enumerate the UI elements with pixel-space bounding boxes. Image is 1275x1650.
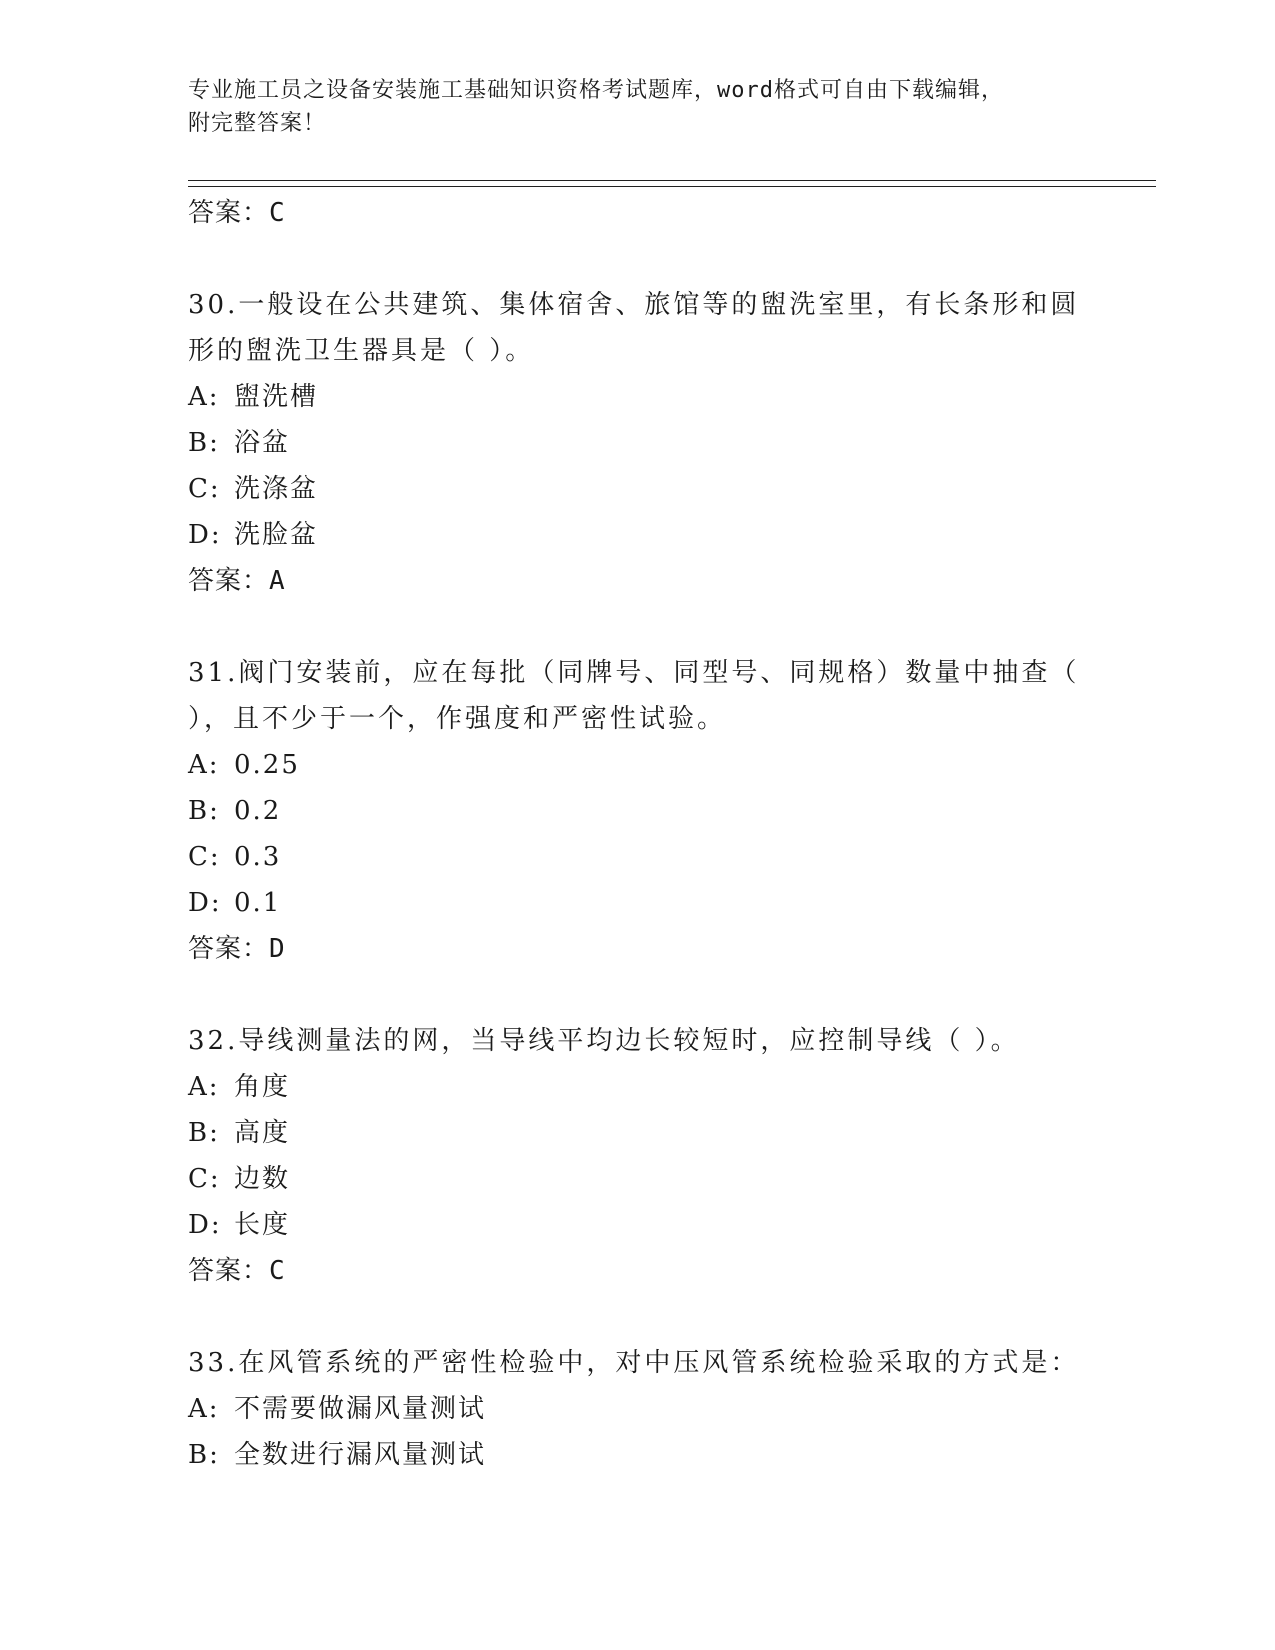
option-text: 洗涤盆: [234, 474, 319, 504]
option-letter: C:: [188, 1164, 221, 1194]
question-stem-line: ），且不少于一个，作强度和严密性试验。: [188, 704, 727, 734]
option-letter: B:: [188, 1440, 220, 1470]
option-letter: B:: [188, 428, 220, 458]
question-30: [188, 282, 1088, 604]
header-line-2: 附完整答案！: [188, 111, 327, 136]
option-text: 盥洗槽: [234, 382, 319, 412]
answer-line: 答案：C: [188, 198, 286, 228]
option-c: [188, 1156, 1088, 1202]
option-letter: A:: [188, 1072, 220, 1102]
option-b: [188, 1432, 1088, 1478]
option-text: 边数: [234, 1164, 291, 1194]
option-a: [188, 374, 1088, 420]
option-text: 洗脸盆: [234, 520, 319, 550]
answer-line: 答案：D: [188, 934, 286, 964]
option-text: 浴盆: [234, 428, 291, 458]
option-b: [188, 420, 1088, 466]
document-body: [188, 190, 1088, 1478]
option-text: 0.2: [234, 796, 282, 826]
question-stem-line: 形的盥洗卫生器具是（ ）。: [188, 336, 535, 366]
option-b: [188, 788, 1088, 834]
option-text: 不需要做漏风量测试: [234, 1394, 487, 1424]
question-stem-line: 32.导线测量法的网，当导线平均边长较短时，应控制导线（ ）。: [188, 1026, 1020, 1056]
header-divider: [188, 180, 1156, 187]
option-letter: C:: [188, 474, 221, 504]
option-text: 0.1: [234, 888, 282, 918]
option-text: 高度: [234, 1118, 291, 1148]
option-a: [188, 1386, 1088, 1432]
header-line-1: 专业施工员之设备安装施工基础知识资格考试题库，word格式可自由下载编辑，: [188, 78, 1004, 103]
option-a: [188, 1064, 1088, 1110]
option-letter: A:: [188, 1394, 220, 1424]
option-text: 0.25: [234, 750, 300, 780]
question-stem: [188, 650, 1088, 742]
question-stem: [188, 282, 1088, 374]
option-letter: B:: [188, 796, 220, 826]
question-stem: [188, 1018, 1088, 1064]
question-32: [188, 1018, 1088, 1294]
option-d: [188, 1202, 1088, 1248]
document-header: [188, 74, 1088, 140]
option-text: 全数进行漏风量测试: [234, 1440, 487, 1470]
question-stem-line: 30.一般设在公共建筑、集体宿舍、旅馆等的盥洗室里，有长条形和圆: [188, 290, 1080, 320]
option-b: [188, 1110, 1088, 1156]
option-letter: D:: [188, 888, 222, 918]
option-c: [188, 834, 1088, 880]
answer-line: 答案：C: [188, 1256, 286, 1286]
question-31: [188, 650, 1088, 972]
question-stem-line: 33.在风管系统的严密性检验中，对中压风管系统检验采取的方式是：: [188, 1348, 1080, 1378]
option-c: [188, 466, 1088, 512]
option-letter: D:: [188, 1210, 222, 1240]
option-text: 角度: [234, 1072, 291, 1102]
option-d: [188, 512, 1088, 558]
option-letter: B:: [188, 1118, 220, 1148]
option-letter: A:: [188, 750, 220, 780]
question-stem: [188, 1340, 1088, 1386]
option-letter: C:: [188, 842, 221, 872]
option-letter: D:: [188, 520, 222, 550]
option-a: [188, 742, 1088, 788]
question-33: [188, 1340, 1088, 1478]
option-text: 长度: [234, 1210, 291, 1240]
question-stem-line: 31.阀门安装前，应在每批（同牌号、同型号、同规格）数量中抽查（: [188, 658, 1080, 688]
option-letter: A:: [188, 382, 220, 412]
option-text: 0.3: [234, 842, 282, 872]
option-d: [188, 880, 1088, 926]
answer-line: 答案：A: [188, 566, 286, 596]
